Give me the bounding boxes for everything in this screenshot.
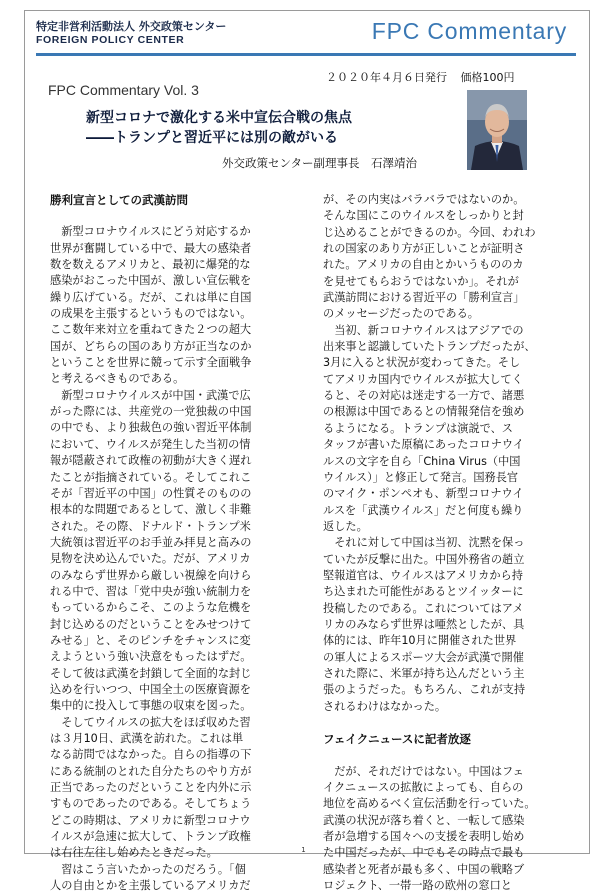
paragraph-line: 封じ込めるのだということをみせつけて xyxy=(50,617,252,631)
right-column xyxy=(323,192,555,894)
paragraph-line: がった際には、共産党の一党独裁の中国 xyxy=(50,405,252,419)
paragraph-line: された際に、米軍が持ち込んだという主 xyxy=(323,666,525,680)
paragraph-line: にある統制のとれた自分たちのやり方が xyxy=(50,764,252,778)
paragraph-line: てアメリカ国内でウイルスが拡大してく xyxy=(323,372,523,386)
headline-line-1: 新型コロナで激化する米中宣伝合戦の焦点 xyxy=(86,110,352,126)
paragraph-line: 大統領は習近平のお手並み拝見と高みの xyxy=(50,535,252,549)
paragraph-line: 新型コロナウイルスにどう対応するか xyxy=(50,225,251,239)
paragraph-line: じ込めることができるのか。今回、われわ xyxy=(323,225,536,239)
organization-name-en: FOREIGN POLICY CENTER xyxy=(36,34,185,46)
paragraph-line: なる訪問ではなかった。自らの指導の下 xyxy=(50,748,252,762)
paragraph-line: 報が隠蔽されて政権の初動が大きく遅れ xyxy=(50,454,252,468)
paragraph-line: ここ数年来対立を重ねてきた２つの超大 xyxy=(50,323,252,337)
paragraph-line: 武漢訪問における習近平の「勝利宣言」 xyxy=(323,291,525,305)
paragraph-line: れる中で、習は「党中央が強い統制力を xyxy=(50,584,252,598)
paragraph-line: タッフが書いた原稿にあったコロナウイ xyxy=(323,438,524,452)
headline-line-2: ――トランプと習近平には別の敵がいる xyxy=(86,130,338,146)
issue-meta xyxy=(326,69,515,85)
paragraph-line: そが「習近平の中国」の性質そのものの xyxy=(50,486,252,500)
paragraph-line: 世界が奮闘している中で、最大の感染者 xyxy=(50,241,252,255)
organization-name-jp: 特定非営利活動法人 外交政策センター xyxy=(36,20,227,33)
paragraph-line: るようになる。トランプは演説で、ス xyxy=(323,421,513,435)
paragraph-line: は３月10日、武漢を訪れた。これは単 xyxy=(50,732,244,745)
paragraph-line: えようという強い決意をもったはずだ。 xyxy=(50,650,252,664)
paragraph-line: において、ウイルスが発生した当初の情 xyxy=(50,437,251,451)
paragraph-line: の成果を主張するというものではない。 xyxy=(50,307,252,321)
paragraph-line: 者が急増する国々への支援を表明し始め xyxy=(323,830,525,844)
left-column xyxy=(50,192,282,894)
paragraph-line: 集中的に投入して事態の収束を図った。 xyxy=(50,699,252,713)
paragraph-line: のメッセージだったのである。 xyxy=(323,307,479,321)
paragraph-line: ち込まれた可能性があるとツイッターに xyxy=(323,585,524,599)
issue-date: ２０２０年４月６日発行 xyxy=(326,71,447,84)
paragraph-line: 込めを行いつつ、中国全土の医療資源を xyxy=(50,682,251,696)
paragraph-line: の中でも、より独裁色の強い習近平体制 xyxy=(50,421,252,435)
paragraph-line: そして彼は武漢を封鎖して全面的な封じ xyxy=(50,666,252,680)
paragraph-line: ルスを「武漢ウイルス」だと何度も繰り xyxy=(323,503,524,517)
paragraph-line: ロジェクト、一帯一路の欧州の窓口と xyxy=(323,879,512,893)
paragraph-line: 出来事と認識していたトランプだったが、 xyxy=(323,340,536,354)
paragraph-line: リカのみならず世界は唖然としたが、具 xyxy=(323,617,525,631)
paragraph-line: された。その際、ドナルド・トランプ米 xyxy=(50,519,251,533)
paragraph-line: 堅報道官は、ウイルスはアメリカから持 xyxy=(323,568,523,582)
paragraph-line: ウイルス）」と修正して発言。国務長官 xyxy=(323,470,519,484)
paragraph-line: のみならず世界から厳しい視線を向けら xyxy=(50,568,252,582)
paragraph-line: 人の自由とかを主張しているアメリカだ xyxy=(50,879,251,893)
paragraph-line: だが、それだけではない。中国はフェ xyxy=(323,764,524,778)
paragraph-line: れの国家のあり方が正しいことが証明さ xyxy=(323,242,525,256)
paragraph-line: どこの時期は、アメリカに新型コロナウ xyxy=(50,813,251,827)
paragraph-line: 体的には、昨年10月に開催された世界 xyxy=(323,634,517,648)
author-photo xyxy=(467,90,527,170)
paragraph-line: れた。アメリカの自由とかいうもののカ xyxy=(323,258,524,272)
paragraph-line: ルスの文字を自ら「China Virus（中国 xyxy=(323,454,521,468)
section-heading-victory: 勝利宣言としての武漢訪問 xyxy=(50,193,188,207)
paragraph-line: 見物を決め込んでいた。だが、アメリカ xyxy=(50,552,251,566)
header-rule xyxy=(36,53,576,56)
paragraph-line: そんな国にこのウイルスをしっかりと封 xyxy=(323,209,524,223)
paragraph-line: が、その内実はバラバラではないのか。 xyxy=(323,193,525,206)
paragraph-line: イクニュースの拡散によっても、自らの xyxy=(323,781,524,795)
author-byline: 外交政策センター副理事長 石澤靖治 xyxy=(222,156,418,170)
paragraph-line: 正当であったのだということを内外に示 xyxy=(50,781,252,795)
paragraph-line: 3月に入ると状況が変わってきた。そし xyxy=(323,356,521,370)
paragraph-line: 根本的な問題であるとして、激しく非難 xyxy=(50,503,252,517)
paragraph-line: の根源は中国であるとの情報発信を強め xyxy=(323,405,525,419)
publication-brand: FPC Commentary xyxy=(371,18,567,44)
paragraph-line: 地位を高めるべく宣伝活動を行っていた。 xyxy=(323,797,536,811)
volume-label: FPC Commentary Vol. 3 xyxy=(48,82,199,98)
paragraph-line: ていたが反撃に出た。中国外務省の趙立 xyxy=(323,552,525,566)
paragraph-line: それに対して中国は当初、沈黙を保っ xyxy=(323,536,525,550)
paragraph-line: 感染者と死者が最も多く、中国の戦略ブ xyxy=(323,862,525,876)
paragraph-line: みせる」と、そのピンチをチャンスに変 xyxy=(50,633,251,647)
paragraph-line: 感染がおこった中国が、激しい宣伝戦を xyxy=(50,274,252,288)
paragraph-line: ると、その対応は迷走する一方で、諸悪 xyxy=(323,389,525,403)
author-portrait-graphic xyxy=(467,90,527,170)
paragraph-line: 習はこう言いたかったのだろう。「個 xyxy=(50,862,246,876)
article-headline xyxy=(86,108,352,148)
paragraph-line: すものであったのである。そしてちょう xyxy=(50,797,252,811)
paragraph-line: イルスが急速に拡大して、トランプ政権 xyxy=(50,830,251,844)
paragraph-line: と考えるべきものである。 xyxy=(50,372,185,386)
paragraph-line: 数を数えるアメリカと、最初に爆発的な xyxy=(50,258,251,272)
paragraph-line: ということを世界に競って示す全面戦争 xyxy=(50,356,252,370)
paragraph-line: たことが指摘されている。そしてこれこ xyxy=(50,470,252,484)
paragraph-line: 張のようだった。もちろん、これが支持 xyxy=(323,683,526,697)
paragraph-line: 国が、どちらの国のあり方が正当なのか xyxy=(50,339,252,353)
paragraph-line: を見せてもらおうではないか」。それが xyxy=(323,274,519,288)
issue-price: 価格100円 xyxy=(460,71,515,84)
paragraph-line: 当初、新コロナウイルスはアジアでの xyxy=(323,323,524,337)
paragraph-line: の軍人によるスポーツ大会が武漢で開催 xyxy=(323,650,524,664)
paragraph-line: 武漢の状況が落ち着くと、一転して感染 xyxy=(323,813,525,827)
section-heading-fake-news: フェイクニュースに記者放逐 xyxy=(323,732,471,747)
paragraph-line: 投稿したのである。これについてはアメ xyxy=(323,601,524,615)
paragraph-line: 新型コロナウイルスが中国・武漢で広 xyxy=(50,388,251,402)
paragraph-line: は右往左往し始めたときだった。 xyxy=(50,846,218,860)
paragraph-line: のマイク・ポンペオも、新型コロナウイ xyxy=(323,487,524,501)
paragraph-line: 返した。 xyxy=(323,519,368,533)
paragraph-line: 繰り広げている。だが、これは単に自国 xyxy=(50,290,252,304)
page-number: 1 xyxy=(301,846,306,854)
section-gap xyxy=(323,715,555,731)
paragraph-line: もっているからこそ、このような危機を xyxy=(50,601,252,615)
paragraph-line: そしてウイルスの拡大をほぼ収めた習 xyxy=(50,715,251,729)
organization-block xyxy=(36,18,286,50)
paragraph-line: されるわけはなかった。 xyxy=(323,699,447,713)
paragraph-line: た中国だったが、中でもその時点で最も xyxy=(323,846,525,860)
